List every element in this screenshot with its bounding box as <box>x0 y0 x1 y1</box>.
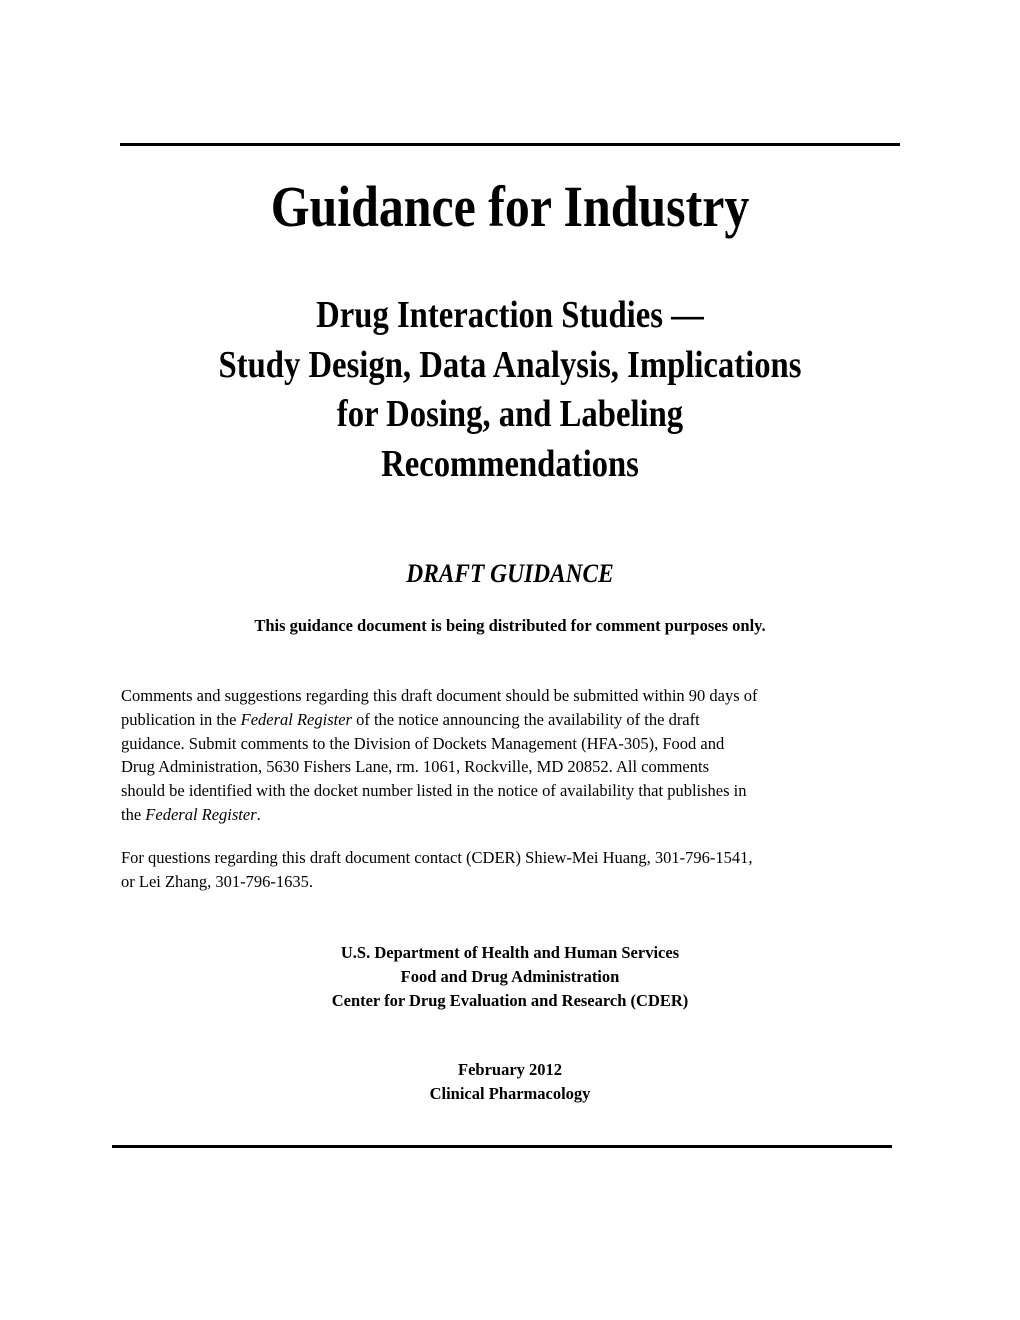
paragraph-line <box>121 779 911 803</box>
federal-register-reference: Federal Register <box>145 804 257 824</box>
paragraph-line <box>121 755 911 779</box>
text-run: the <box>121 804 146 824</box>
text-run: should be identified with the docket number listed in the notice of availability that publishes in <box>121 781 747 801</box>
federal-register-reference: Federal Register <box>240 709 352 729</box>
paragraph-line: For questions regarding this draft document contact (CDER) Shiew-Mei Huang, 301-796-1541, <box>121 848 753 867</box>
paragraph-line <box>121 803 911 827</box>
text-run: publication in the <box>121 709 241 729</box>
text-run: Drug Administration, 5630 Fishers Lane, rm. 1061, Rockville, MD 20852. All comments <box>121 757 709 777</box>
agency-administration: Food and Drug Administration <box>400 966 620 986</box>
bottom-horizontal-rule <box>112 1145 892 1148</box>
subtitle-line: Drug Interaction Studies — <box>316 294 704 336</box>
draft-guidance-label: DRAFT GUIDANCE <box>406 559 614 588</box>
text-run: Comments and suggestions regarding this draft document should be submitted within 90 days of <box>121 686 758 705</box>
subtitle-line: for Dosing, and Labeling <box>336 393 684 435</box>
document-subtitle <box>71 291 948 489</box>
agency-center: Center for Drug Evaluation and Research (CDER) <box>331 990 689 1010</box>
subtitle-line: Study Design, Data Analysis, Implications <box>218 343 802 386</box>
paragraph-line <box>121 708 911 732</box>
agency-block <box>0 941 1020 1012</box>
subtitle-line: Recommendations <box>381 442 639 485</box>
paragraph-line: or Lei Zhang, 301-796-1635. <box>121 871 313 891</box>
top-horizontal-rule <box>120 143 900 146</box>
paragraph-line <box>121 684 911 708</box>
text-run: of the notice announcing the availability of the draft <box>351 709 700 729</box>
distribution-notice: This guidance document is being distributed for comment purposes only. <box>254 616 766 635</box>
comments-paragraph <box>121 684 911 827</box>
document-category: Clinical Pharmacology <box>429 1083 591 1103</box>
contact-paragraph <box>121 846 911 894</box>
text-run: . <box>256 804 261 824</box>
agency-department: U.S. Department of Health and Human Services <box>340 943 680 962</box>
date-block <box>0 1058 1020 1106</box>
document-title: Guidance for Industry <box>270 174 750 239</box>
publication-date: February 2012 <box>457 1060 563 1079</box>
paragraph-line <box>121 732 911 756</box>
text-run: guidance. Submit comments to the Division of Dockets Management (HFA-305), Food and <box>121 733 725 753</box>
